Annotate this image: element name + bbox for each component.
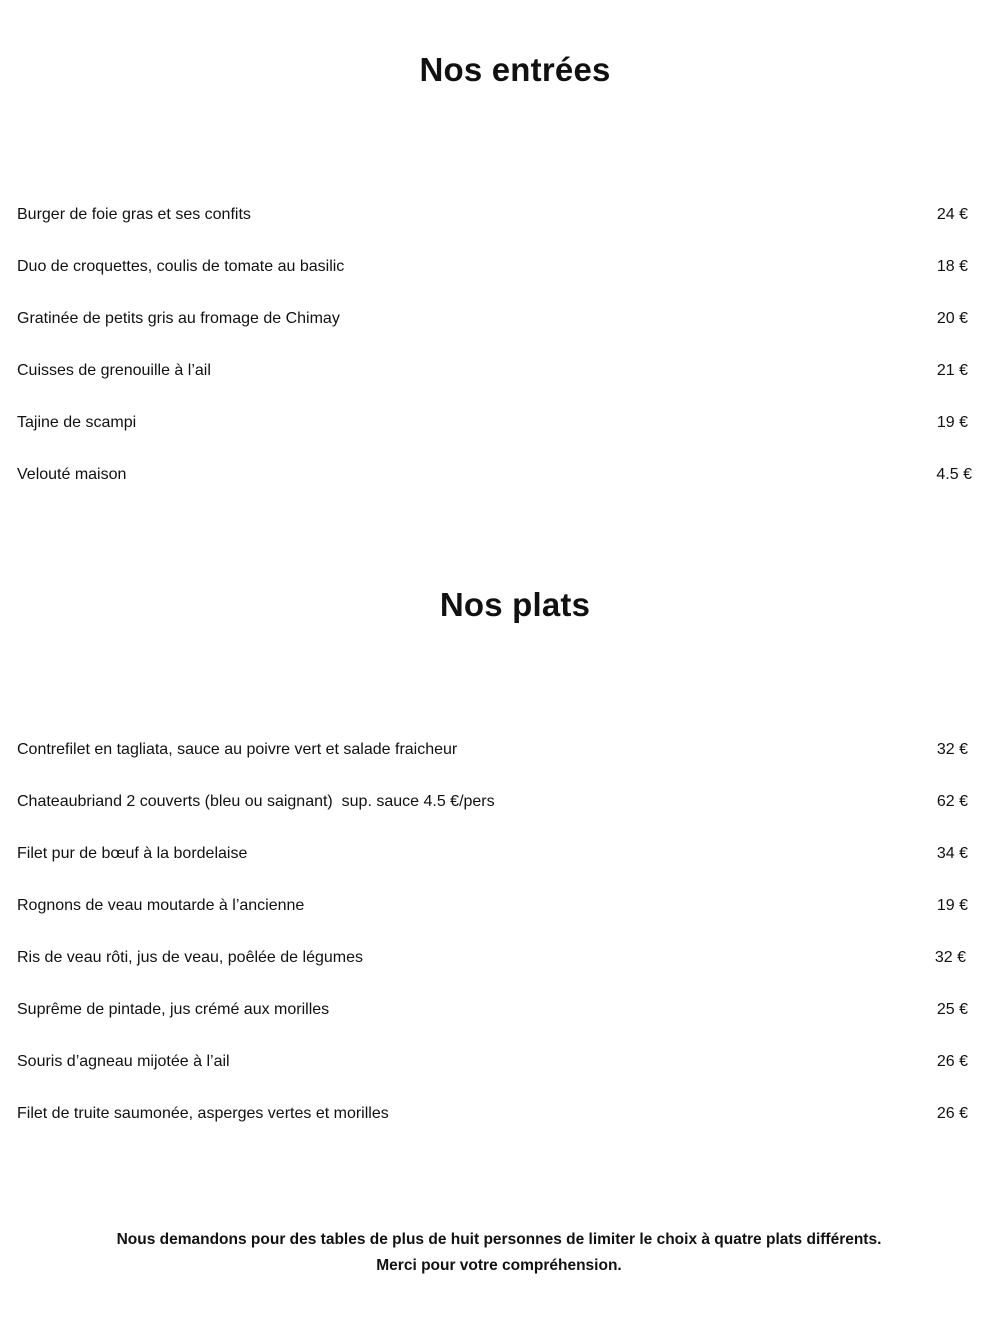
section-title-plats: Nos plats bbox=[439, 586, 591, 623]
dish-name: Gratinée de petits gris au fromage de Chimay bbox=[17, 310, 340, 327]
menu-item bbox=[17, 789, 972, 841]
menu-item bbox=[17, 841, 972, 893]
dish-price: 20 € bbox=[936, 310, 968, 327]
footer-notice: Nous demandons pour des tables de plus de huit personnes de limiter le choix à quatre plats différents. bbox=[116, 1231, 882, 1248]
menu-item bbox=[17, 945, 972, 997]
dish-price: 26 € bbox=[936, 1105, 968, 1122]
dish-price: 24 € bbox=[936, 206, 968, 223]
dish-name: Contrefilet en tagliata, sauce au poivre vert et salade fraicheur bbox=[17, 741, 458, 758]
footer-thanks: Merci pour votre compréhension. bbox=[376, 1257, 622, 1274]
menu-item bbox=[17, 254, 972, 306]
dish-name: Chateaubriand 2 couverts (bleu ou saignant) sup. sauce 4.5 €/pers bbox=[17, 793, 495, 810]
dish-name: Souris d’agneau mijotée à l’ail bbox=[17, 1053, 230, 1070]
dish-price: 19 € bbox=[936, 414, 968, 431]
menu-item bbox=[17, 1049, 972, 1101]
dish-name: Suprême de pintade, jus crémé aux morilles bbox=[17, 1001, 330, 1018]
dish-price: 25 € bbox=[936, 1001, 968, 1018]
dish-name: Burger de foie gras et ses confits bbox=[17, 206, 251, 223]
entrees-list bbox=[17, 202, 972, 514]
dish-price: 26 € bbox=[936, 1053, 968, 1070]
menu-item bbox=[17, 202, 972, 254]
dish-price: 32 € bbox=[934, 949, 966, 966]
dish-name: Filet de truite saumonée, asperges vertes et morilles bbox=[17, 1105, 389, 1122]
menu-item bbox=[17, 1101, 972, 1153]
section-title-entrees: Nos entrées bbox=[419, 51, 611, 88]
menu-item bbox=[17, 410, 972, 462]
menu-item bbox=[17, 306, 972, 358]
dish-name: Duo de croquettes, coulis de tomate au basilic bbox=[17, 258, 345, 275]
dish-name: Velouté maison bbox=[17, 466, 127, 483]
dish-name: Filet pur de bœuf à la bordelaise bbox=[17, 845, 248, 862]
dish-name: Ris de veau rôti, jus de veau, poêlée de légumes bbox=[17, 949, 363, 966]
dish-price: 18 € bbox=[936, 258, 968, 275]
menu-item bbox=[17, 462, 972, 514]
footer-note bbox=[0, 1227, 990, 1279]
dish-name: Rognons de veau moutarde à l’ancienne bbox=[17, 897, 305, 914]
dish-price: 4.5 € bbox=[936, 466, 972, 483]
plats-list bbox=[17, 737, 972, 1153]
dish-price: 19 € bbox=[936, 897, 968, 914]
dish-price: 62 € bbox=[936, 793, 968, 810]
menu-item bbox=[17, 737, 972, 789]
dish-price: 32 € bbox=[936, 741, 968, 758]
dish-name: Cuisses de grenouille à l’ail bbox=[17, 362, 211, 379]
dish-name: Tajine de scampi bbox=[17, 414, 137, 431]
dish-price: 21 € bbox=[936, 362, 968, 379]
menu-item bbox=[17, 997, 972, 1049]
menu-item bbox=[17, 358, 972, 410]
dish-price: 34 € bbox=[936, 845, 968, 862]
menu-item bbox=[17, 893, 972, 945]
